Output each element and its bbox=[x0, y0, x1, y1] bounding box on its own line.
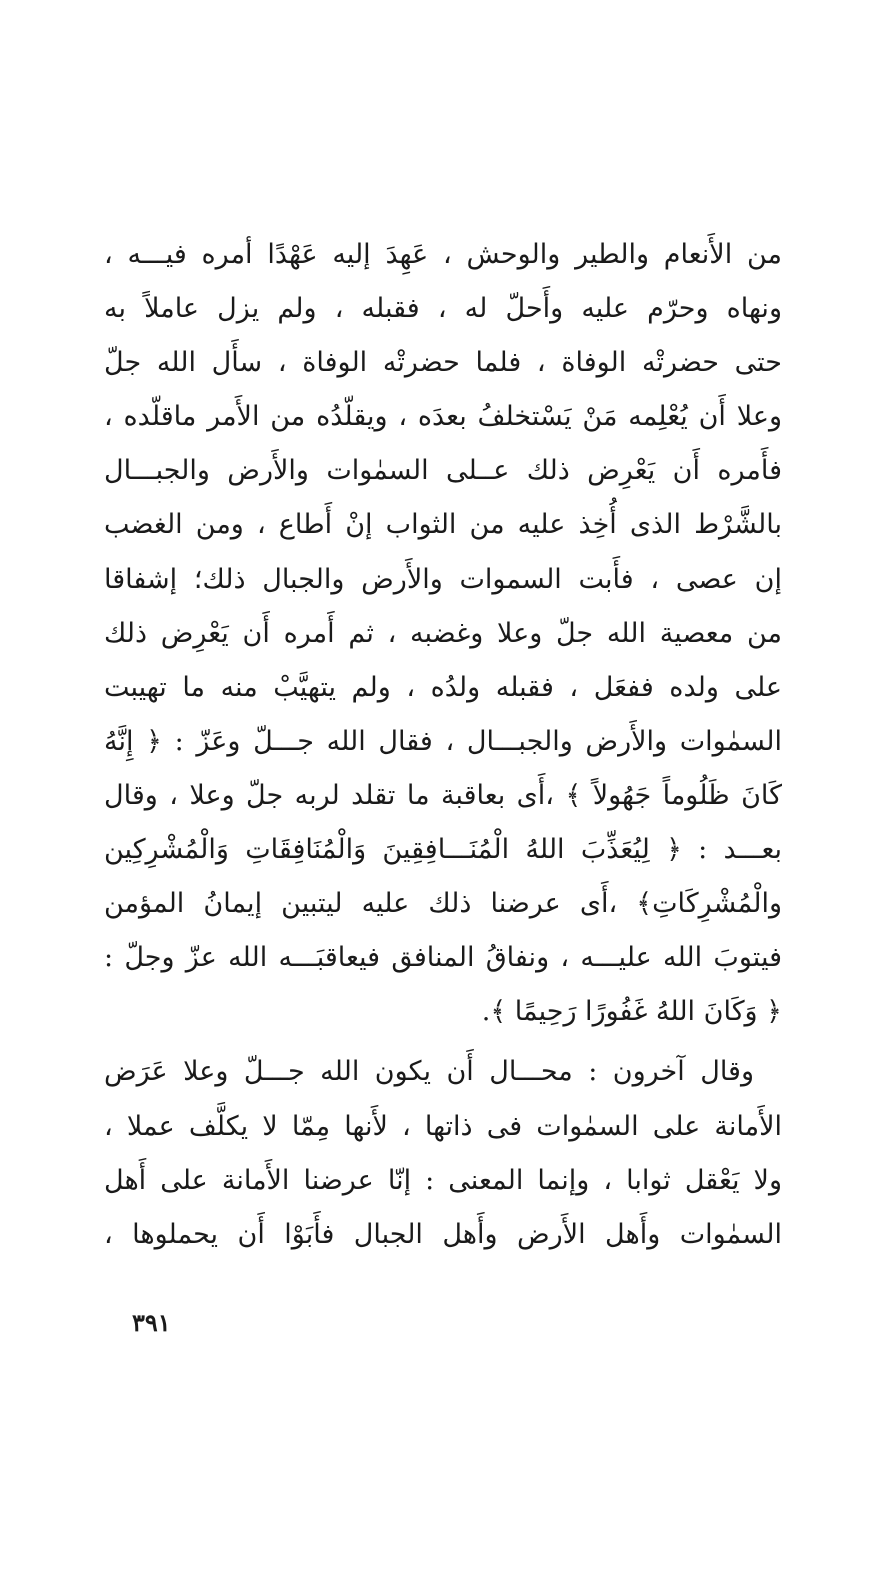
text-line: والْمُشْرِكَاتِ﴾ ،أَى عرضنا ذلك عليه ليتبين إيمانُ المؤمن bbox=[104, 888, 782, 920]
text-line: الأَمانة على السمٰوات فى ذاتها ، لأَنها مِمّا لا يكلَّف عملا ، bbox=[104, 1110, 782, 1142]
body-text bbox=[104, 228, 782, 1262]
text-line: السمٰوات والأَرض والجبـــال ، فقال الله جـــلّ وعَزّ : ﴿ إِنَّهُ bbox=[104, 725, 782, 757]
text-line: من معصية الله جلّ وعلا وغضبه ، ثم أَمره أَن يَعْرِض ذلك bbox=[104, 617, 782, 649]
text-line: من الأَنعام والطير والوحش ، عَهِدَ إليه عَهْدًا أمره فيـــه ، bbox=[104, 239, 782, 270]
text-line: السمٰوات وأَهل الأَرض وأَهل الجبال فأَبَوْا أَن يحملوها ، bbox=[104, 1218, 782, 1250]
text-line: ونهاه وحرّم عليه وأَحلّ له ، فقبله ، ولم يزل عاملاً به bbox=[104, 293, 782, 325]
text-line-paragraph-start: وقال آخرون : محـــال أَن يكون الله جـــلّ وعلا عَرَض bbox=[104, 1056, 754, 1088]
text-line: إن عصى ، فأَبت السموات والأَرض والجبال ذلك؛ إشفاقا bbox=[104, 563, 782, 595]
text-line: فأَمره أَن يَعْرِض ذلك عــلى السمٰوات والأَرض والجبـــال bbox=[104, 455, 782, 487]
page-number: ٣٩١ bbox=[132, 1308, 171, 1337]
text-line: ولا يَعْقل ثوابا ، وإنما المعنى : إنّا عرضنا الأَمانة على أَهل bbox=[104, 1164, 782, 1196]
text-line-paragraph-end: ﴿ وَكَانَ اللهُ غَفُورًا رَحِيمًا ﴾. bbox=[481, 996, 782, 1028]
text-line: على ولده ففعَل ، فقبله ولدُه ، ولم يتهيَّبْ منه ما تهيبت bbox=[104, 671, 782, 703]
text-line: فيتوبَ الله عليـــه ، ونفاقُ المنافق فيعاقبَـــه الله عزّ وجلّ : bbox=[104, 942, 782, 974]
text-line: بعـــد : ﴿ لِيُعَذِّبَ اللهُ الْمُنَـــافِقِينَ وَالْمُنَافِقَاتِ وَالْمُشْرِكِين bbox=[104, 834, 782, 866]
text-line: بالشَّرْط الذى أُخِذ عليه من الثواب إنْ أَطاع ، ومن الغضب bbox=[104, 509, 782, 541]
text-line: حتى حضرتْه الوفاة ، فلما حضرتْه الوفاة ، سأَل الله جلّ bbox=[104, 347, 782, 379]
text-line: كَانَ ظَلُوماً جَهُولاً ﴾ ،أَى بعاقبة ما تقلد لربه جلّ وعلا ، وقال bbox=[104, 779, 782, 811]
text-line: وعلا أَن يُعْلِمه مَنْ يَسْتخلفُ بعدَه ، ويقلّدُه من الأَمر ماقلّده ، bbox=[104, 401, 782, 433]
